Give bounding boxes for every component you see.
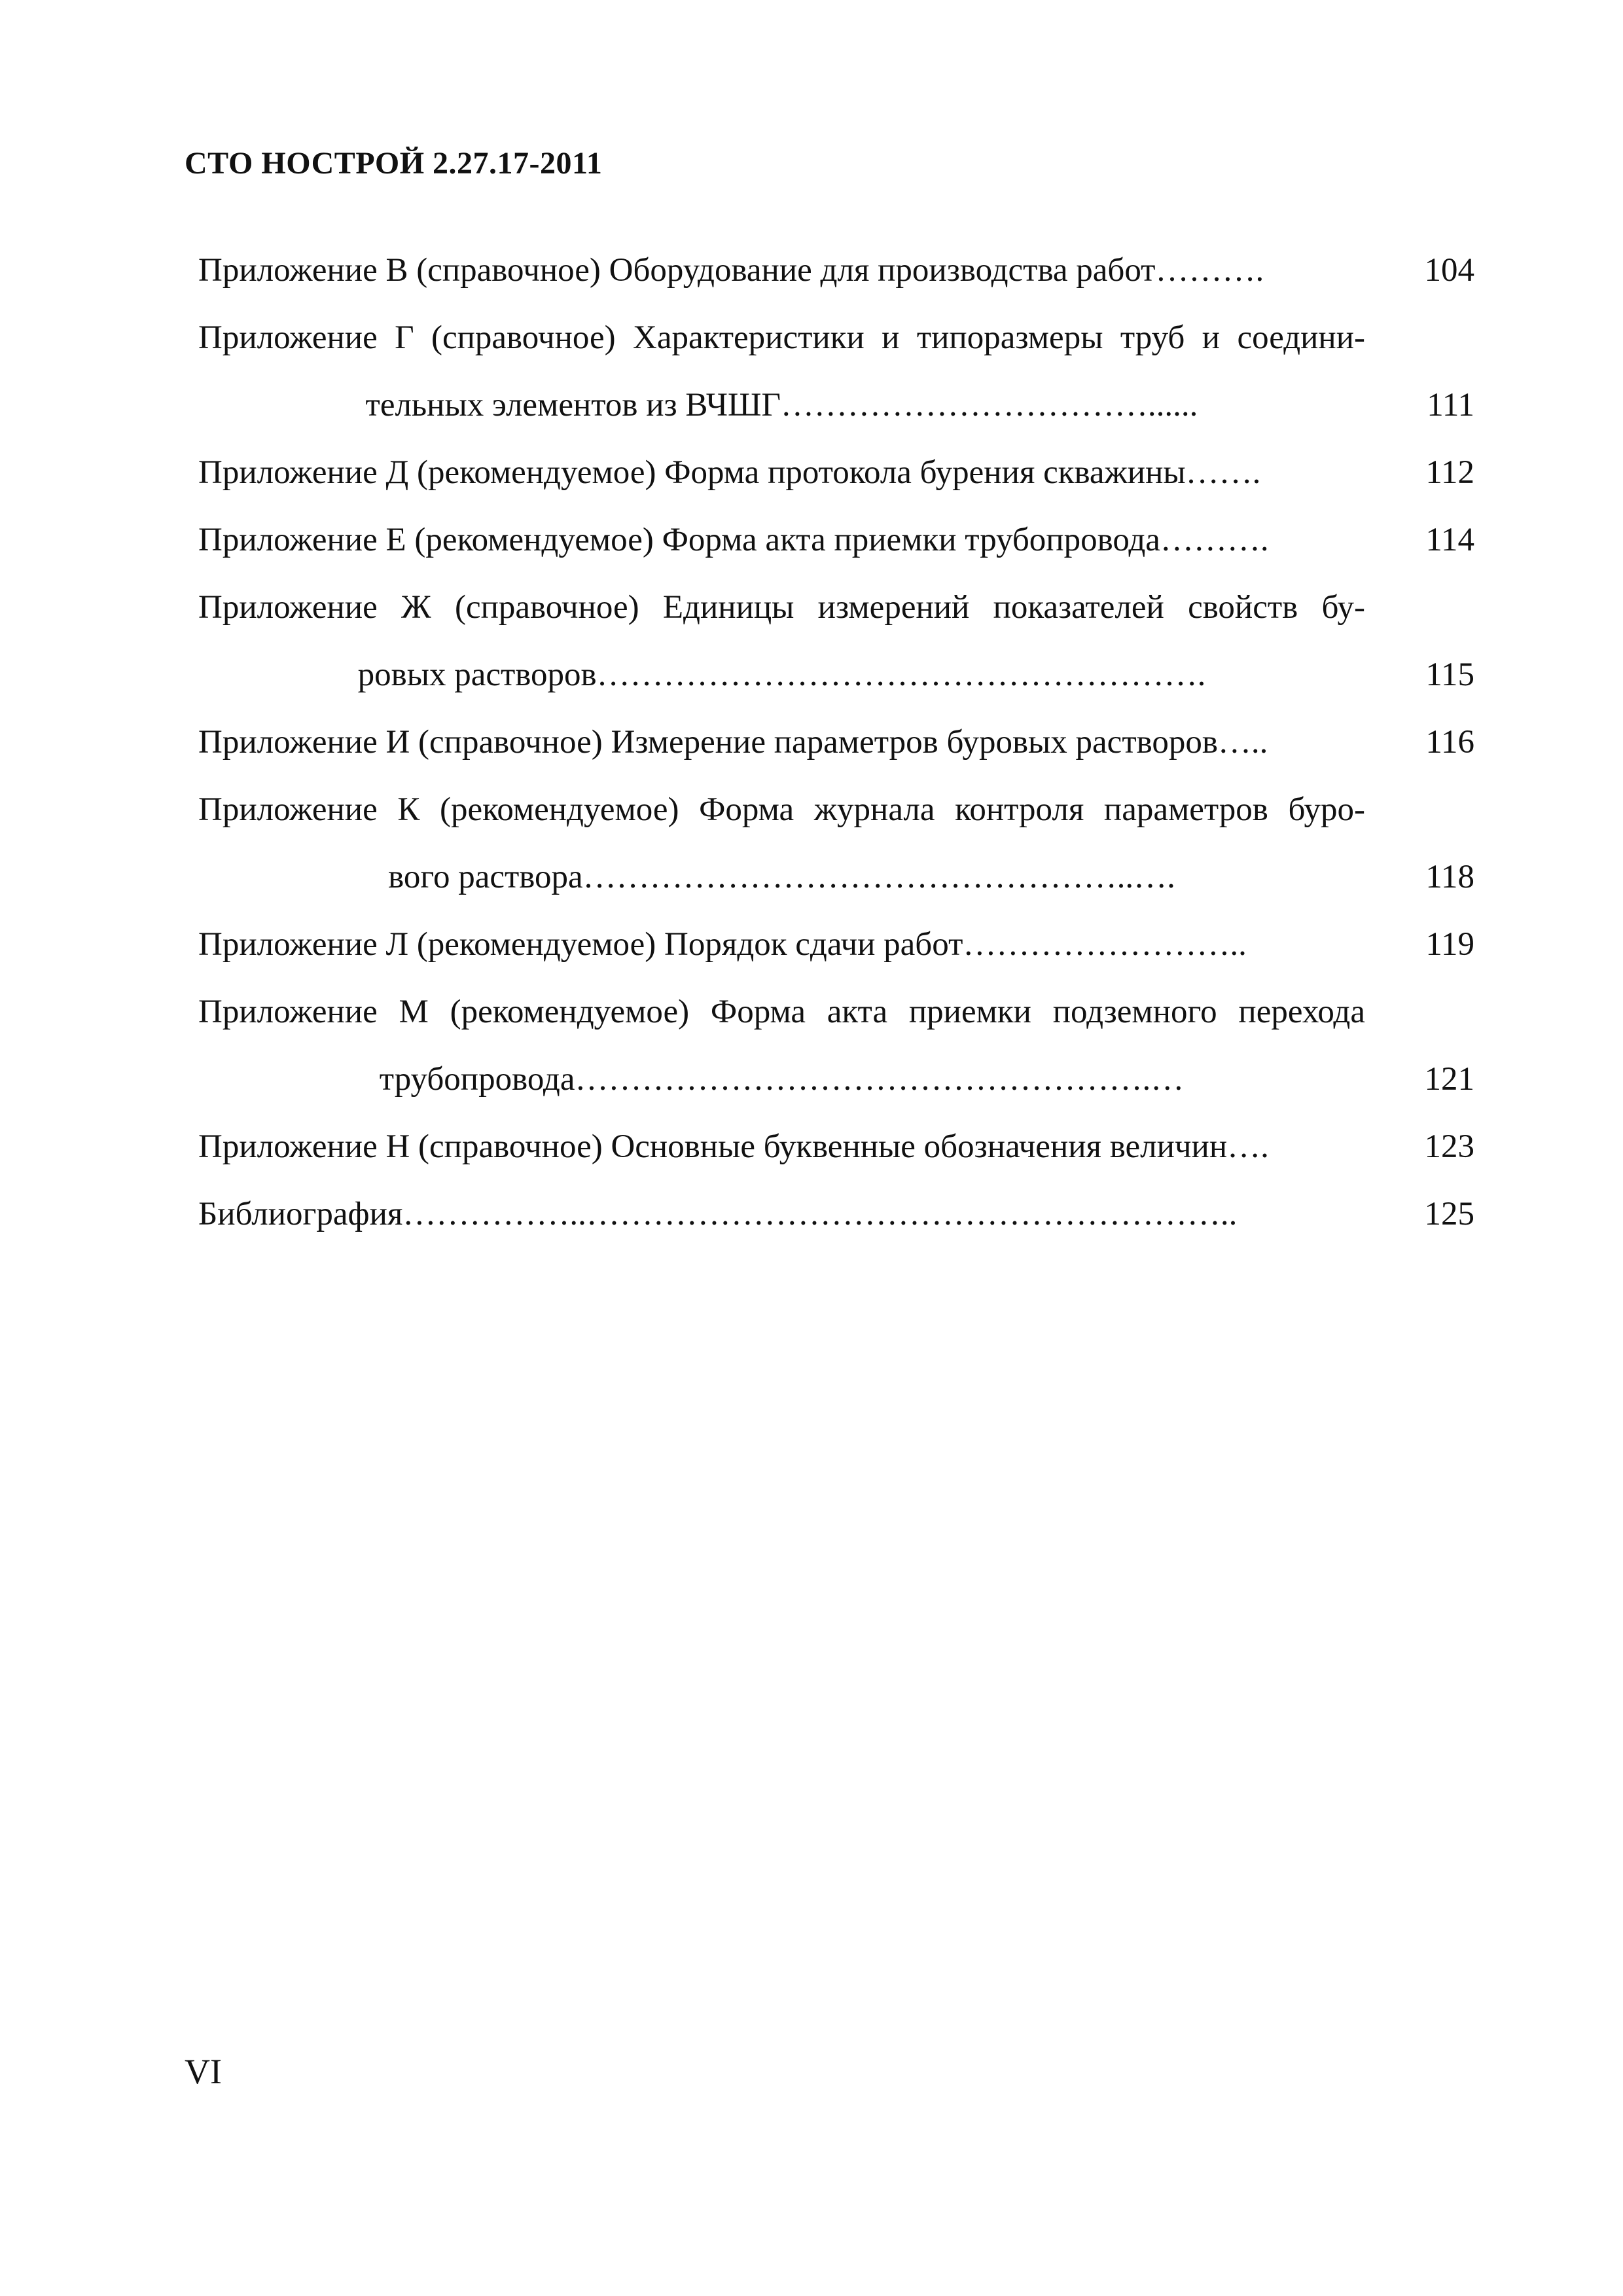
- toc-entry-title: Приложение К (рекомендуемое) Форма журнала контроля параметров буро-: [198, 791, 1365, 828]
- toc-entry-page: 121: [1424, 1061, 1474, 1098]
- toc-entry-line: [198, 844, 1474, 911]
- toc-entry-appendix-g[interactable]: [198, 304, 1474, 439]
- toc-entry-title: Библиография……………..…………………………………………………..: [198, 1196, 1238, 1232]
- toc-entry-title: Приложение Ж (справочное) Единицы измерений показателей свойств бу-: [198, 589, 1365, 626]
- toc-entry-title-continued: ровых растворов……………………………………………….: [357, 656, 1206, 693]
- toc-entry-title: Приложение Е (рекомендуемое) Форма акта приемки трубопровода……….: [198, 522, 1269, 558]
- toc-entry-page: 118: [1425, 859, 1474, 895]
- toc-entry-page: 114: [1425, 522, 1474, 558]
- toc-entry-appendix-n[interactable]: [198, 1113, 1474, 1181]
- toc-entry-title: Приложение Н (справочное) Основные буквенные обозначения величин….: [198, 1128, 1269, 1165]
- toc-entry-title-continued: тельных элементов из ВЧШГ……………………………......: [365, 387, 1198, 423]
- toc-entry-page: 125: [1424, 1196, 1474, 1232]
- toc-entry-title: Приложение Г (справочное) Характеристики и типоразмеры труб и соедини-: [198, 319, 1365, 356]
- toc-entry-appendix-l[interactable]: [198, 911, 1474, 978]
- toc-entry-appendix-m[interactable]: [198, 978, 1474, 1113]
- toc-entry-appendix-zh[interactable]: [198, 574, 1474, 709]
- toc-entry-page: 123: [1424, 1128, 1474, 1165]
- toc-entry-title: Приложение В (справочное) Оборудование для производства работ……….: [198, 252, 1264, 289]
- toc-entry-title-continued: вого раствора…………………………………………..….: [388, 859, 1175, 895]
- toc-entry-title: Приложение И (справочное) Измерение параметров буровых растворов…..: [198, 724, 1268, 761]
- toc-entry-line: [198, 1113, 1474, 1181]
- toc-entry-line: [198, 372, 1474, 439]
- toc-entry-appendix-i[interactable]: [198, 709, 1474, 776]
- toc-entry-line: [198, 776, 1474, 844]
- page-number: VI: [185, 2052, 222, 2091]
- toc-entry-page: 111: [1427, 387, 1474, 423]
- toc-entry-line: [198, 911, 1474, 978]
- toc-entry-appendix-d[interactable]: [198, 439, 1474, 507]
- toc-entry-line: [198, 709, 1474, 776]
- toc-entry-line: [198, 507, 1474, 574]
- toc-entry-bibliography[interactable]: [198, 1181, 1474, 1248]
- toc-entry-title: Приложение Д (рекомендуемое) Форма протокола бурения скважины…….: [198, 454, 1261, 491]
- toc-entry-title-continued: трубопровода…………………………………………….…: [379, 1061, 1185, 1098]
- toc-entry-appendix-k[interactable]: [198, 776, 1474, 911]
- toc-entry-line: [198, 574, 1474, 641]
- toc-entry-line: [198, 1046, 1474, 1113]
- document-header: СТО НОСТРОЙ 2.27.17-2011: [185, 146, 603, 181]
- toc-entry-line: [198, 439, 1474, 507]
- toc-entry-line: [198, 641, 1474, 709]
- toc-entry-line: [198, 978, 1474, 1046]
- toc-entry-page: 112: [1425, 454, 1474, 491]
- toc-entry-page: 119: [1425, 926, 1474, 963]
- toc-entry-page: 115: [1425, 656, 1474, 693]
- toc-entry-line: [198, 237, 1474, 304]
- toc-entry-page: 116: [1425, 724, 1474, 761]
- toc-entry-page: 104: [1424, 252, 1474, 289]
- toc-entry-line: [198, 304, 1474, 372]
- toc-entry-title: Приложение Л (рекомендуемое) Порядок сдачи работ……………………..: [198, 926, 1247, 963]
- toc-entry-title: Приложение М (рекомендуемое) Форма акта приемки подземного перехода: [198, 994, 1365, 1030]
- toc-entry-line: [198, 1181, 1474, 1248]
- toc-entry-appendix-e[interactable]: [198, 507, 1474, 574]
- toc-entry-appendix-v[interactable]: [198, 237, 1474, 304]
